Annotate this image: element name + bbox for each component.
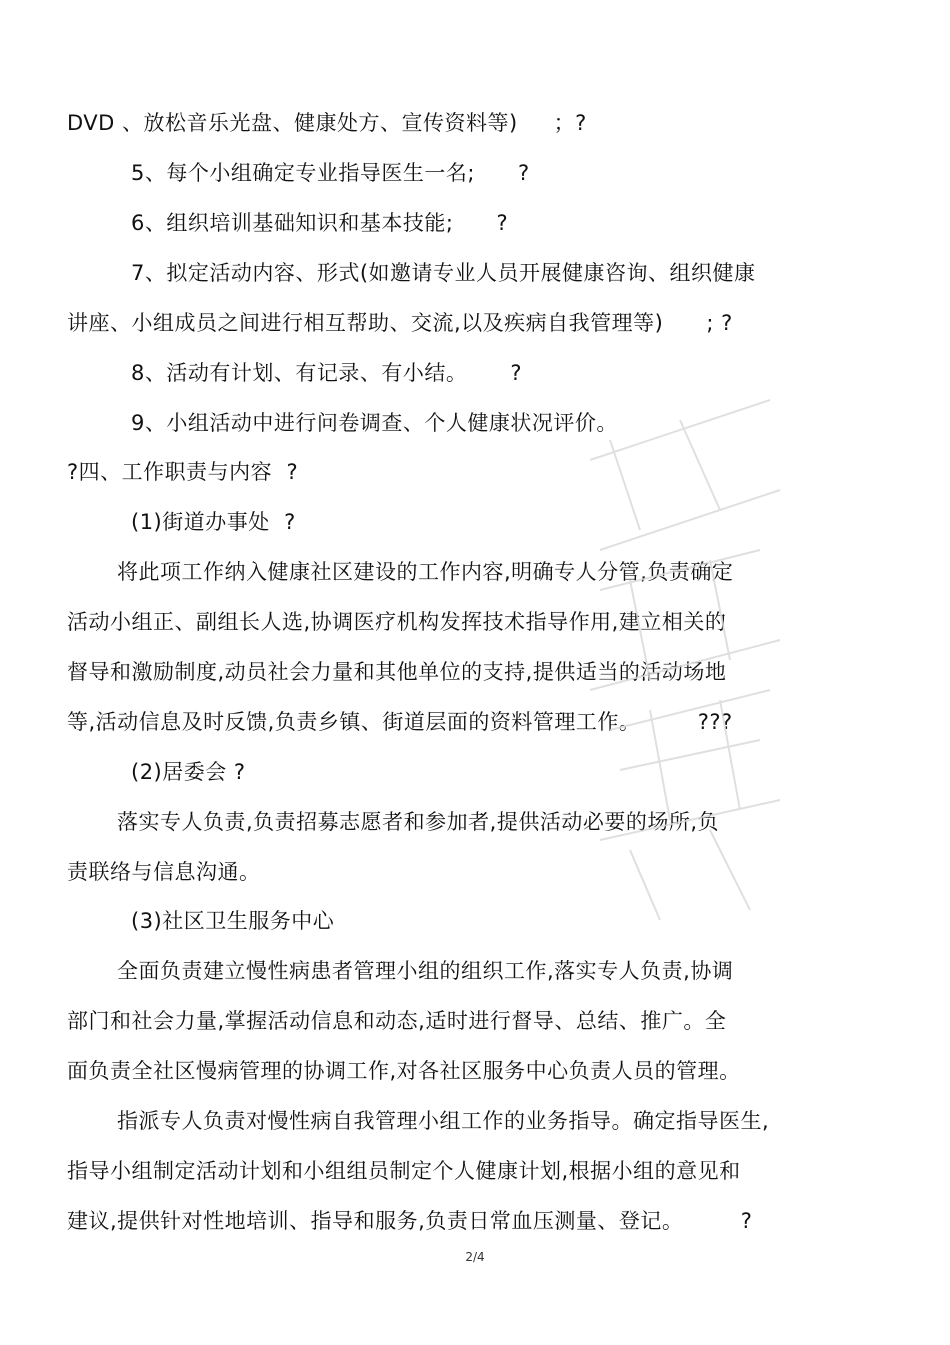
text-line: 等,活动信息及时反馈,负责乡镇、街道层面的资料管理工作。 ??? (67, 710, 733, 734)
text-line: 全面负责建立慢性病患者管理小组的组织工作,落实专人负责,协调 (117, 959, 734, 983)
text-line: 指派专人负责对慢性病自我管理小组工作的业务指导。确定指导医生, (117, 1109, 770, 1133)
text-line: 9、小组活动中进行问卷调查、个人健康状况评价。 (131, 411, 618, 435)
text-line: 讲座、小组成员之间进行相互帮助、交流,以及疾病自我管理等) ; ? (67, 311, 733, 335)
page-number: 2/4 (465, 1250, 485, 1264)
text-line: 5、每个小组确定专业指导医生一名; ? (131, 161, 530, 185)
text-line: 7、拟定活动内容、形式(如邀请专业人员开展健康咨询、组织健康 (131, 261, 756, 285)
text-line: 建议,提供针对性地培训、指导和服务,负责日常血压测量、登记。 ? (67, 1209, 753, 1233)
text-line: 6、组织培训基础知识和基本技能; ? (131, 211, 509, 235)
text-line: 面负责全社区慢病管理的协调工作,对各社区服务中心负责人员的管理。 (67, 1059, 741, 1083)
text-line: 督导和激励制度,动员社会力量和其他单位的支持,提供适当的活动场地 (67, 660, 727, 684)
text-line: 将此项工作纳入健康社区建设的工作内容,明确专人分管,负责确定 (117, 560, 734, 584)
section-heading: ?四、工作职责与内容 ? (67, 460, 299, 484)
text-line: 指导小组制定活动计划和小组组员制定个人健康计划,根据小组的意见和 (67, 1159, 741, 1183)
subsection-heading: (2)居委会 ? (131, 760, 246, 784)
text-line: 8、活动有计划、有记录、有小结。 ? (131, 361, 523, 385)
text-line: 部门和社会力量,掌握活动信息和动态,适时进行督导、总结、推广。全 (67, 1009, 727, 1033)
subsection-heading: (3)社区卫生服务中心 (131, 909, 335, 933)
text-line: 活动小组正、副组长人选,协调医疗机构发挥技术指导作用,建立相关的 (67, 610, 727, 634)
text-line: DVD 、放松音乐光盘、健康处方、宣传资料等) ；? (67, 111, 587, 135)
text-line: 落实专人负责,负责招募志愿者和参加者,提供活动必要的场所,负 (117, 810, 720, 834)
text-line: 责联络与信息沟通。 (67, 860, 261, 884)
subsection-heading: (1)街道办事处 ? (131, 510, 296, 534)
